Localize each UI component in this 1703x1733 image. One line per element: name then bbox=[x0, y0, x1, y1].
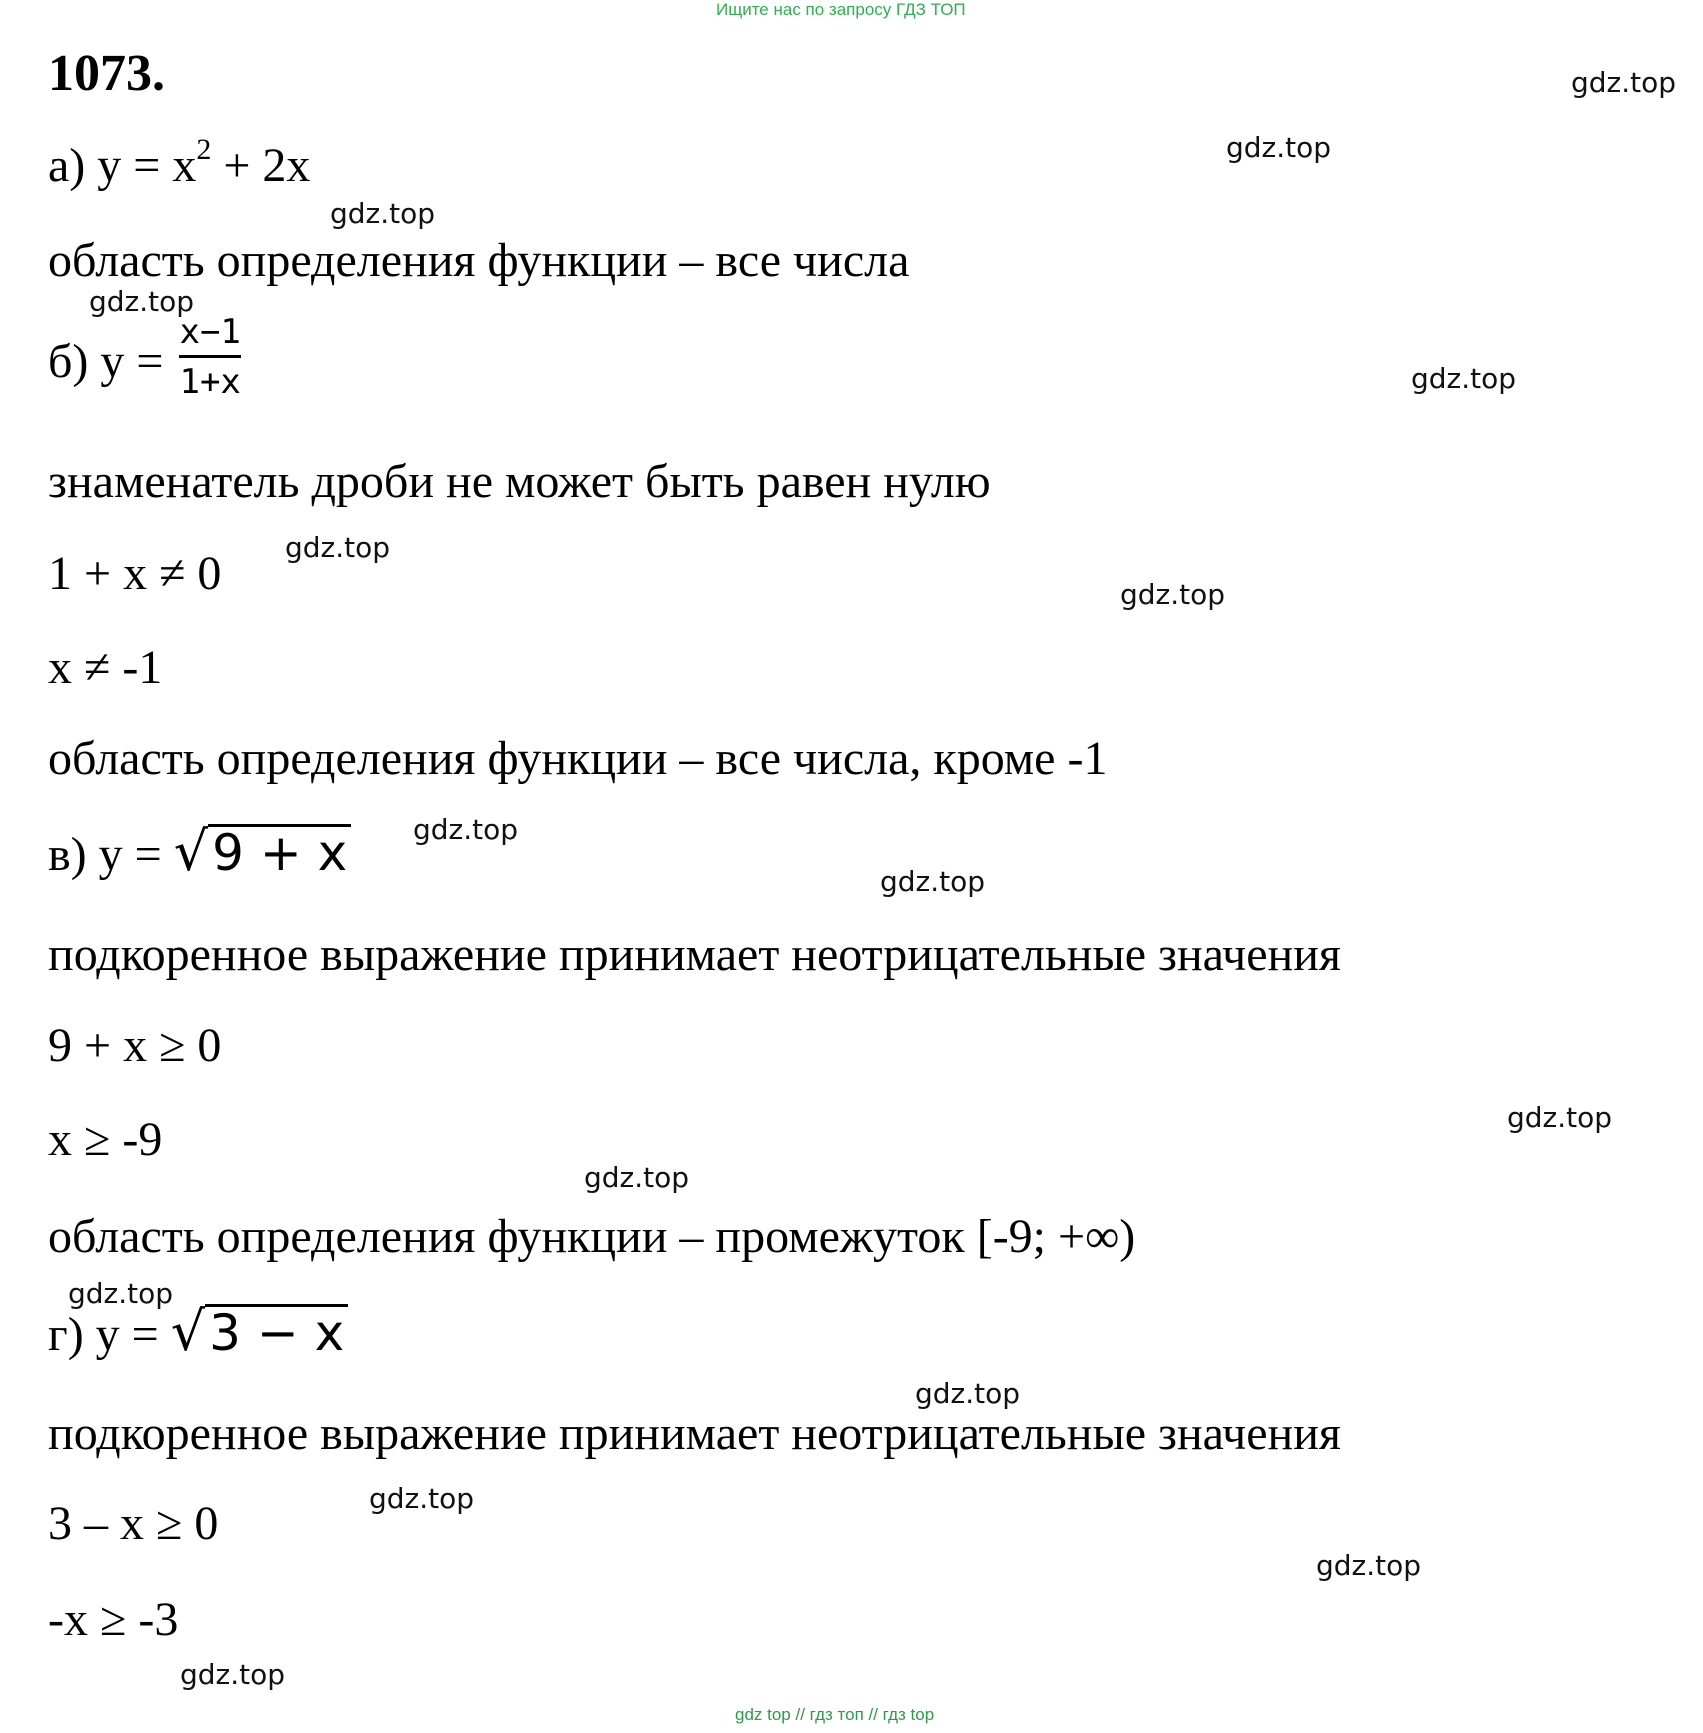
watermark: gdz.top bbox=[1507, 1101, 1613, 1134]
sqrt-icon: √ bbox=[173, 820, 209, 883]
part-g-formula bbox=[48, 1300, 348, 1363]
part-v-prefix: в) у = bbox=[48, 828, 174, 881]
part-v-formula bbox=[48, 820, 351, 883]
part-v-note: подкоренное выражение принимает неотрицательные значения bbox=[48, 928, 1341, 981]
watermark: gdz.top bbox=[330, 197, 436, 230]
watermark: gdz.top bbox=[1226, 131, 1332, 164]
problem-number: 1073. bbox=[48, 45, 165, 102]
part-a-suffix: + 2х bbox=[211, 139, 311, 192]
part-b-formula bbox=[48, 312, 241, 406]
watermark: gdz.top bbox=[89, 285, 195, 318]
fraction-bar bbox=[179, 355, 240, 358]
part-v-result: область определения функции – промежуток [-9; +∞) bbox=[48, 1210, 1136, 1263]
part-g-prefix: г) у = bbox=[48, 1308, 171, 1361]
watermark: gdz.top bbox=[369, 1482, 475, 1515]
part-a-exponent: 2 bbox=[196, 133, 212, 166]
part-g-step2: -х ≥ -3 bbox=[48, 1593, 179, 1646]
top-banner: Ищите нас по запросу ГДЗ ТОП bbox=[716, 0, 966, 19]
sqrt-expression bbox=[170, 1300, 349, 1363]
watermark: gdz.top bbox=[1411, 362, 1517, 395]
watermark: gdz.top bbox=[584, 1161, 690, 1194]
watermark: gdz.top bbox=[413, 813, 519, 846]
watermark: gdz.top bbox=[68, 1277, 174, 1310]
part-a-formula bbox=[48, 133, 311, 192]
part-a-note: область определения функции – все числа bbox=[48, 234, 910, 287]
sqrt-expression bbox=[173, 820, 352, 883]
part-g-step1: 3 – х ≥ 0 bbox=[48, 1497, 219, 1550]
part-a-prefix: а) у = х bbox=[48, 139, 197, 192]
part-v-step1: 9 + х ≥ 0 bbox=[48, 1019, 222, 1072]
part-b-result: область определения функции – все числа, кроме -1 bbox=[48, 732, 1108, 785]
watermark: gdz.top bbox=[915, 1377, 1021, 1410]
watermark: gdz.top bbox=[1316, 1549, 1422, 1582]
part-v-step2: х ≥ -9 bbox=[48, 1113, 163, 1166]
footer-text: gdz top // гдз топ // гдз top bbox=[735, 1705, 935, 1724]
watermark: gdz.top bbox=[180, 1658, 286, 1691]
watermark: gdz.top bbox=[880, 865, 986, 898]
fraction-denominator: 1+x bbox=[179, 362, 241, 403]
part-b-step1: 1 + х ≠ 0 bbox=[48, 547, 222, 600]
watermark: gdz.top bbox=[1571, 66, 1677, 99]
watermark: gdz.top bbox=[285, 531, 391, 564]
part-b-prefix: б) у = bbox=[48, 334, 176, 388]
part-b-step2: х ≠ -1 bbox=[48, 641, 163, 694]
radicand: 3 − x bbox=[205, 1304, 348, 1360]
radicand: 9 + x bbox=[208, 824, 351, 880]
fraction bbox=[179, 314, 240, 402]
part-b-note: знаменатель дроби не может быть равен нулю bbox=[48, 455, 991, 508]
watermark: gdz.top bbox=[1120, 578, 1226, 611]
sqrt-icon: √ bbox=[170, 1300, 206, 1363]
part-g-note: подкоренное выражение принимает неотрицательные значения bbox=[48, 1407, 1341, 1460]
fraction-numerator: x−1 bbox=[179, 312, 241, 352]
